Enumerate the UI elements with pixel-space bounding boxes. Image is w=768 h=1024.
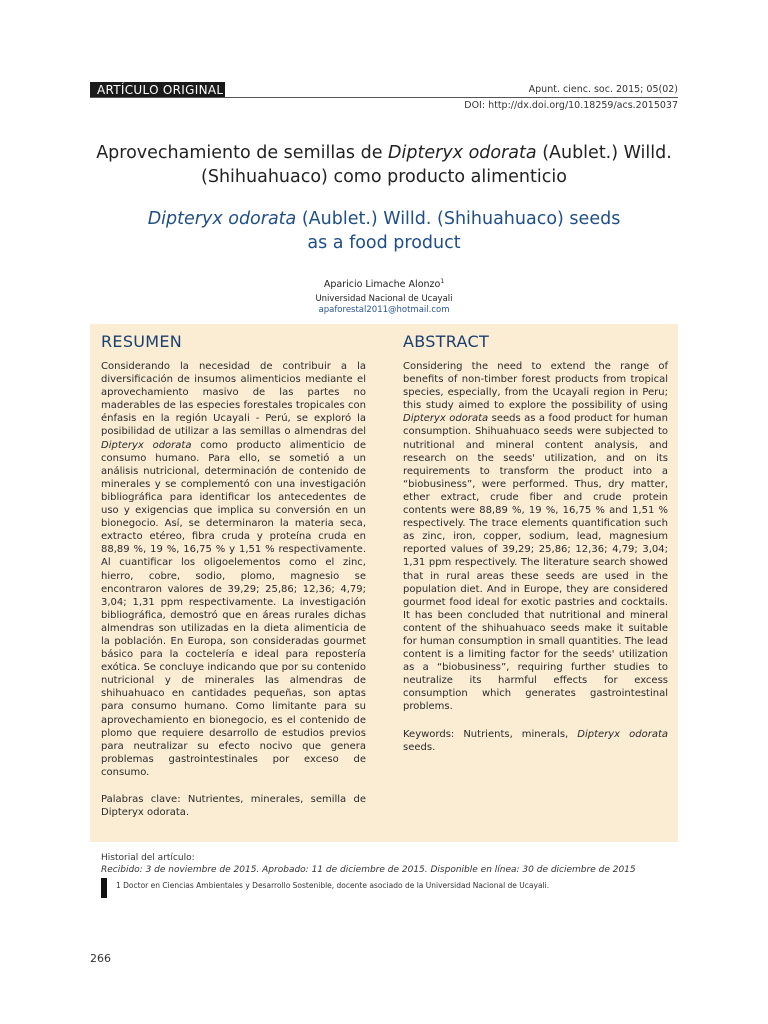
abstract-column — [403, 332, 668, 754]
section-tag: ARTÍCULO ORIGINAL — [90, 82, 225, 98]
title-spanish: Aprovechamiento de semillas de Dipteryx odorata (Aublet.) Willd. (Shihuahuaco) como producto alimenticio — [96, 143, 672, 187]
title-english: Dipteryx odorata (Aublet.) Willd. (Shihuahuaco) seeds as a food product — [147, 209, 621, 253]
resumen-keywords: Palabras clave: Nutrientes, minerales, semilla de Dipteryx odorata. — [101, 794, 366, 819]
history-label: Historial del artículo: — [101, 853, 195, 863]
resumen-column — [101, 332, 366, 819]
history-dates: Recibido: 3 de noviembre de 2015. Aprobado: 11 de diciembre de 2015. Disponible en línea: 30 de diciembre de 2015 — [101, 865, 636, 875]
header-rule — [90, 97, 678, 98]
abstract-box — [90, 324, 678, 842]
journal-reference: Apunt. cienc. soc. 2015; 05(02) — [528, 84, 678, 95]
author-name: Aparicio Limache Alonzo$^1$ — [323, 278, 445, 291]
page-number: 266 — [90, 952, 111, 965]
resumen-text: Considerando la necesidad de contribuir a la diversificación de insumos alimenticios mediante el aprovechamiento masivo de las partes no maderables de las especies forestales tropicales con énfasis en la región Ucayali - Perú, se exploró la posibilidad de utilizar a las semillas o almendras del Dipteryx odorata como producto alimenticio de consumo humano. Para ello, se sometió a un análisis nutricional, determinación de contenido de minerales y se complementó con una investigación bibliográfica para identificar los antecedentes de uso y exigencias que implica su conversión en un bionegocio. Así, se determinaron la materia seca, extracto etéreo, fibra cruda y proteína cruda en 88,89 %, 19 %, 16,75 % y 1,51 % respectivamente. Al cuantificar los oligoelementos como el zinc, hierro, cobre, sodio, plomo, magnesio se encontraron valores de 39,29; 25,86; 12,36; 4,79; 3,04; 1,31 ppm respectivamente. La investigación bibliográfica, demostró que en áreas rurales dichas almendras son utilizadas en la dieta alimenticia de la población. En Europa, son consideradas gourmet básico para la coctelería e ideal para repostería exótica. Se concluye indicando que por su contenido nutricional y de minerales las almendras de shihuahuaco en cantidades pequeñas, son aptas para consumo humano. Como limitante para su aprovechamiento en bionegocio, es el contenido de plomo que requiere desarrollo de estudios previos para neutralizar su efecto nocivo que genera problemas gastrointestinales por exceso de consumo. — [101, 361, 366, 778]
footnote-bar — [101, 878, 107, 898]
footnote: 1 Doctor en Ciencias Ambientales y Desarrollo Sostenible, docente asociado de la Universidad Nacional de Ucayali. — [116, 881, 550, 890]
abstract-heading: ABSTRACT — [403, 332, 490, 351]
doi-link[interactable]: DOI: http://dx.doi.org/10.18259/acs.2015037 — [464, 100, 678, 111]
author-affiliation: Universidad Nacional de Ucayali — [315, 294, 453, 304]
resumen-heading: RESUMEN — [101, 332, 183, 351]
abstract-keywords: Keywords: Nutrients, minerals, Dipteryx odorata seeds. — [403, 728, 669, 753]
abstract-text: Considering the need to extend the range of benefits of non-timber forest products from tropical species, especially, from the Ucayali region in Peru; this study aimed to explore the possibility of using Dipteryx odorata seeds as a food product for human consumption. Shihuahuaco seeds were subjected to nutritional and mineral content analysis, and research on the seeds' utilization, and on its requirements to transform the product into a “biobusiness”, were performed. Thus, dry matter, ether extract, crude fiber and crude protein contents were 88,89 %, 19 %, 16,75 % and 1,51 % respectively. The trace elements quantification such as zinc, iron, copper, sodium, lead, magnesium reported values of 39,29; 25,86; 12,36; 4,79; 3,04; 1,31 ppm respectively. The literature search showed that in rural areas these seeds are used in the population diet. And in Europe, they are considered gourmet food ideal for exotic pastries and cocktails. It has been concluded that nutritional and mineral content of the shihuahuaco seeds make it suitable for human consumption in small quantities. The lead content is a limiting factor for the seeds' utilization as a “biobusiness”, requiring further studies to neutralize its harmful effects for excess consumption which generates gastrointestinal problems. — [403, 361, 668, 713]
author-email[interactable]: apaforestal2011@hotmail.com — [318, 305, 450, 315]
article-history — [101, 852, 681, 876]
